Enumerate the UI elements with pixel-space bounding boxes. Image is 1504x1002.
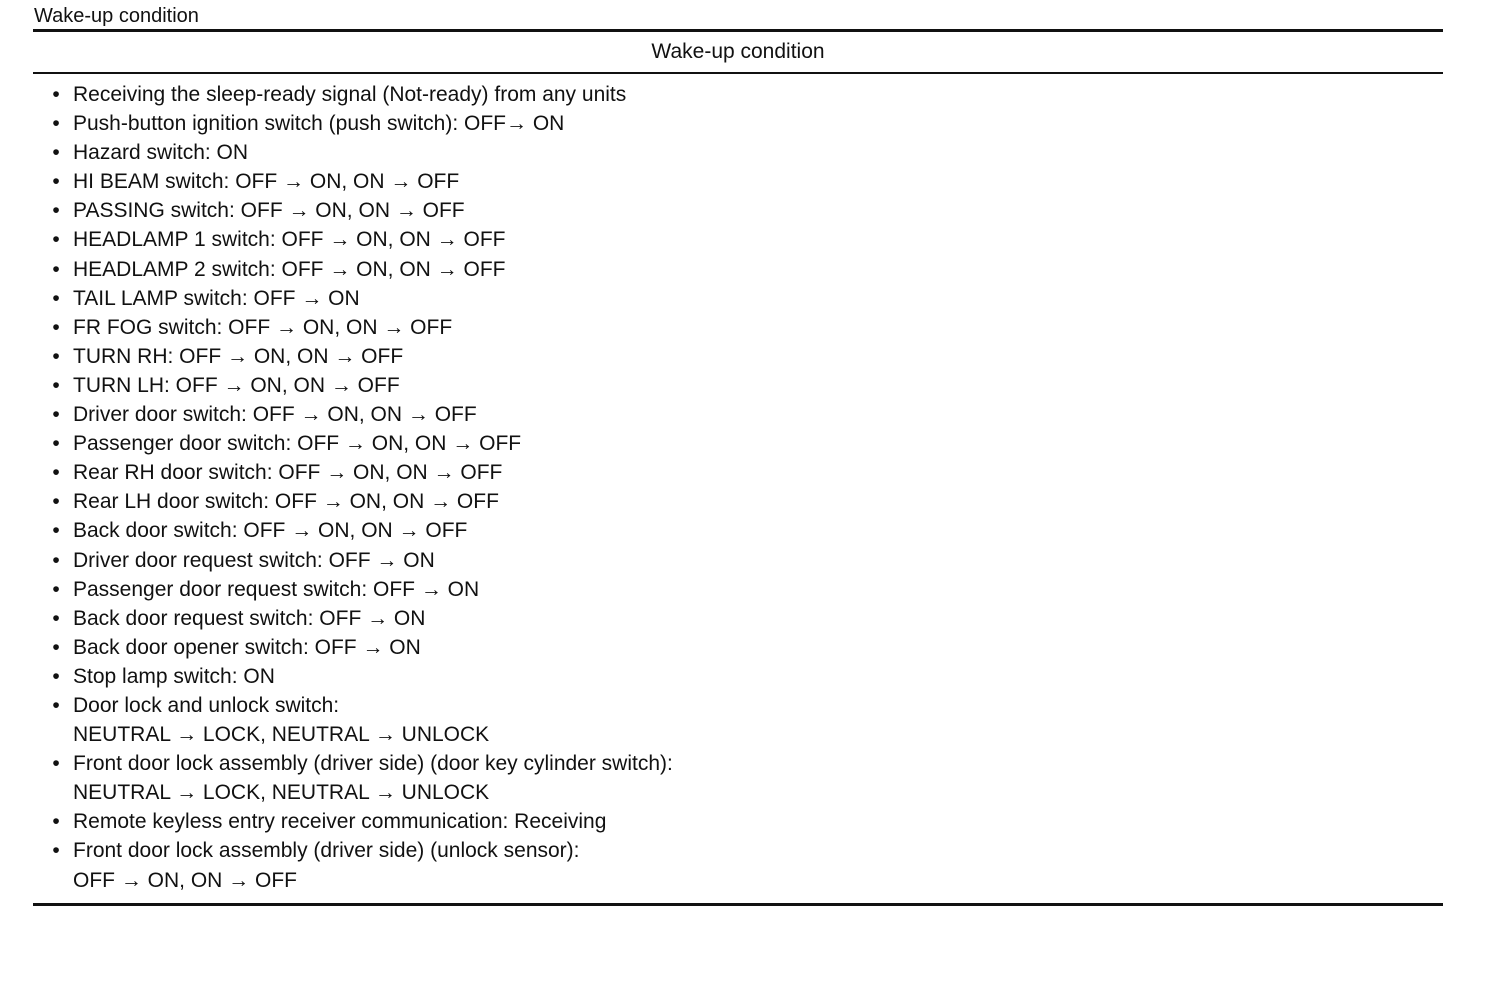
list-item-text: NEUTRAL → LOCK, NEUTRAL → UNLOCK bbox=[73, 723, 490, 747]
list-item-text: HI BEAM switch: OFF → ON, ON → OFF bbox=[73, 170, 460, 194]
list-item-text: Remote keyless entry receiver communication: Receiving bbox=[73, 810, 607, 834]
list-item bbox=[33, 633, 1443, 662]
bullet-icon: • bbox=[52, 403, 60, 427]
list-item bbox=[33, 749, 1443, 807]
bullet-icon: • bbox=[52, 548, 60, 572]
list-item-text: Receiving the sleep-ready signal (Not-ready) from any units bbox=[73, 83, 627, 106]
condition-list bbox=[33, 80, 1443, 895]
list-item bbox=[33, 662, 1443, 691]
list-item-text: Hazard switch: ON bbox=[73, 141, 249, 165]
list-item-text: NEUTRAL → LOCK, NEUTRAL → UNLOCK bbox=[73, 781, 490, 805]
list-item-text: TAIL LAMP switch: OFF → ON bbox=[73, 286, 360, 310]
list-item bbox=[33, 342, 1443, 371]
list-item-text: Back door request switch: OFF → ON bbox=[73, 606, 426, 630]
list-item bbox=[33, 138, 1443, 167]
list-item bbox=[33, 255, 1443, 284]
bullet-icon: • bbox=[52, 315, 60, 339]
table-body bbox=[33, 74, 1443, 903]
bullet-icon: • bbox=[52, 606, 60, 630]
list-item-text: Stop lamp switch: ON bbox=[73, 664, 275, 688]
list-item bbox=[33, 225, 1443, 254]
list-item bbox=[33, 167, 1443, 196]
list-item-text: TURN RH: OFF → ON, ON → OFF bbox=[73, 344, 404, 368]
list-item-text: Front door lock assembly (driver side) (door key cylinder switch): bbox=[73, 752, 673, 776]
list-item-text: TURN LH: OFF → ON, ON → OFF bbox=[73, 373, 400, 397]
list-item-text: Rear LH door switch: OFF → ON, ON → OFF bbox=[73, 490, 499, 514]
list-item bbox=[33, 196, 1443, 225]
list-item bbox=[33, 313, 1443, 342]
list-item bbox=[33, 429, 1443, 458]
list-item-text: HEADLAMP 2 switch: OFF → ON, ON → OFF bbox=[73, 257, 506, 281]
list-item bbox=[33, 691, 1443, 749]
bullet-icon: • bbox=[52, 635, 60, 659]
bullet-icon: • bbox=[52, 286, 60, 310]
list-item bbox=[33, 487, 1443, 516]
bullet-icon: • bbox=[52, 83, 60, 106]
list-item-text: Driver door switch: OFF → ON, ON → OFF bbox=[73, 403, 477, 427]
list-item-text: Passenger door switch: OFF → ON, ON → OFF bbox=[73, 432, 522, 456]
list-item bbox=[33, 575, 1443, 604]
list-item bbox=[33, 284, 1443, 313]
list-item-text: OFF → ON, ON → OFF bbox=[73, 868, 297, 892]
bullet-icon: • bbox=[52, 228, 60, 252]
bullet-icon: • bbox=[52, 199, 60, 223]
bullet-icon: • bbox=[52, 344, 60, 368]
list-item bbox=[33, 546, 1443, 575]
list-item-text: Door lock and unlock switch: bbox=[73, 693, 340, 717]
bullet-icon: • bbox=[52, 432, 60, 456]
table-header-label: Wake-up condition bbox=[651, 40, 825, 63]
list-item-text: Passenger door request switch: OFF → ON bbox=[73, 577, 480, 601]
bullet-icon: • bbox=[52, 461, 60, 485]
list-item-text: FR FOG switch: OFF → ON, ON → OFF bbox=[73, 315, 453, 339]
list-item-text: Driver door request switch: OFF → ON bbox=[73, 548, 435, 572]
list-item-text: Back door switch: OFF → ON, ON → OFF bbox=[73, 519, 468, 543]
list-item-text: Front door lock assembly (driver side) (unlock sensor): bbox=[73, 839, 580, 863]
list-item-text: HEADLAMP 1 switch: OFF → ON, ON → OFF bbox=[73, 228, 506, 252]
bullet-icon: • bbox=[52, 664, 60, 688]
list-item bbox=[33, 109, 1443, 138]
bullet-icon: • bbox=[52, 112, 60, 136]
list-item bbox=[33, 371, 1443, 400]
bullet-icon: • bbox=[52, 257, 60, 281]
bullet-icon: • bbox=[52, 810, 60, 834]
bullet-icon: • bbox=[52, 839, 60, 863]
table-header bbox=[33, 32, 1443, 74]
bullet-icon: • bbox=[52, 490, 60, 514]
bullet-icon: • bbox=[52, 752, 60, 776]
bullet-icon: • bbox=[52, 519, 60, 543]
list-item bbox=[33, 400, 1443, 429]
bullet-icon: • bbox=[52, 170, 60, 194]
list-item bbox=[33, 807, 1443, 836]
list-item bbox=[33, 458, 1443, 487]
list-item bbox=[33, 516, 1443, 545]
bullet-icon: • bbox=[52, 373, 60, 397]
list-item-text: Back door opener switch: OFF → ON bbox=[73, 635, 421, 659]
list-item-text: PASSING switch: OFF → ON, ON → OFF bbox=[73, 199, 465, 223]
list-item bbox=[33, 604, 1443, 633]
table-caption: Wake-up condition bbox=[34, 5, 199, 27]
list-item bbox=[33, 836, 1443, 894]
list-item bbox=[33, 80, 1443, 109]
bullet-icon: • bbox=[52, 577, 60, 601]
bullet-icon: • bbox=[52, 693, 60, 717]
bullet-icon: • bbox=[52, 141, 60, 165]
wake-up-condition-table bbox=[33, 29, 1443, 906]
list-item-text: Push-button ignition switch (push switch): OFF→ ON bbox=[73, 112, 565, 136]
list-item-text: Rear RH door switch: OFF → ON, ON → OFF bbox=[73, 461, 503, 485]
